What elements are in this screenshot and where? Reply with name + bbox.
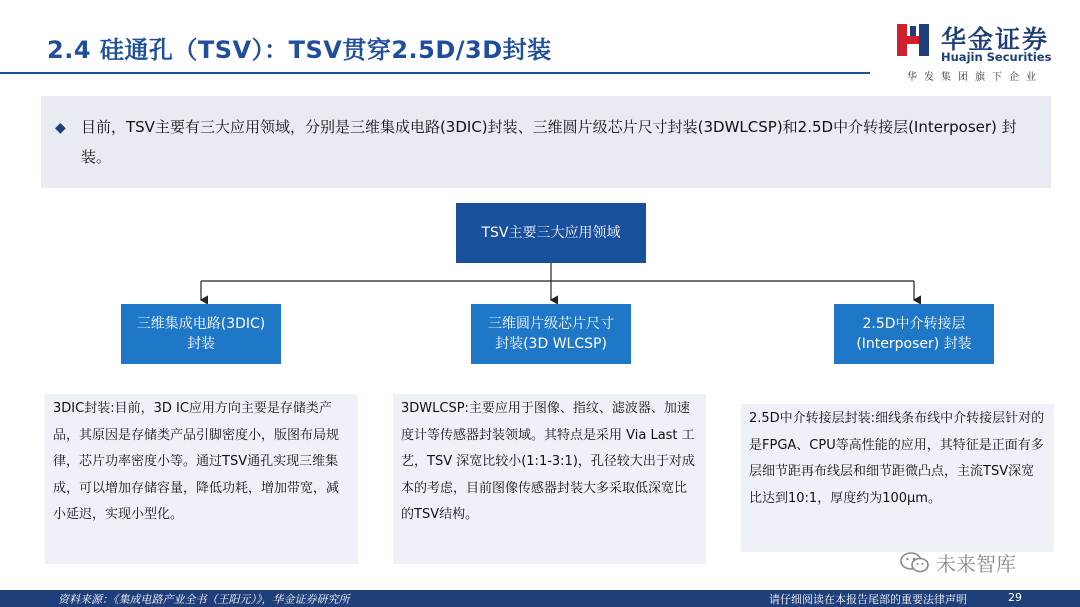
page-title: 2.4 硅通孔（TSV）：TSV贯穿2.5D/3D封装 [47,36,552,64]
root-node-label: TSV主要三大应用领域 [481,225,621,241]
footer-disclaimer: 请仔细阅读在本报告尾部的重要法律声明 [769,593,967,606]
branch-node-label-line1: 三维集成电路(3DIC) [136,316,266,332]
description-3dic: 3DIC封装:目前，3D IC应用方向主要是存储类产品，其原因是存储类产品引脚密度小，版图布局规律，芯片功率密度小等。通过TSV通孔实现三维集成，可以增加存储容量，降低功耗，增加带宽，减小延迟，实现小型化。 [45,394,358,564]
branch-node-interposer [834,304,994,364]
root-node [456,203,646,263]
branch-node-3dwlcsp [471,304,631,364]
logo-slogan: 华发集团旗下企业 [907,72,1043,83]
description-interposer: 2.5D中介转接层封装:细线条布线中介转接层针对的是FPGA、CPU等高性能的应用，其特征是正面有多层细节距再布线层和细节距微凸点，主流TSV深宽比达到10:1，厚度约为100μm。 [741,404,1054,552]
page-number: 29 [1008,591,1022,604]
branch-node-label-line1: 三维圆片级芯片尺寸 [488,316,614,332]
description-3dwlcsp: 3DWLCSP:主要应用于图像、指纹、滤波器、加速度计等传感器封装领域。其特点是采用 Via Last 工艺，TSV 深宽比较小(1:1-3:1)，孔径较大出于对成本的考虑，目前图像传感器封装大多采取低深宽比的TSV结构。 [393,394,706,564]
branch-node-label-line2: 封装 [187,336,215,352]
logo-english-name: Huajin Securities [941,50,1052,64]
watermark-text: 未来智库 [936,552,1016,576]
intro-text: 目前，TSV主要有三大应用领域，分别是三维集成电路(3DIC)封装、三维圆片级芯片尺寸封装(3DWLCSP)和2.5D中介转接层(Interposer) 封装。 [81,118,1017,166]
wechat-icon [900,552,930,574]
diamond-bullet-icon: ◆ [55,120,66,136]
branch-node-3dic [121,304,281,364]
branch-node-label-line1: 2.5D中介转接层 [862,316,966,332]
branch-node-label-line2: 封装(3D WLCSP) [495,336,607,352]
branch-node-label-line2: (Interposer) 封装 [856,336,972,352]
logo-chinese-name: 华金证券 [941,25,1050,54]
watermark [900,548,1016,577]
footer-source: 资料来源：《集成电路产业全书（王阳元）》，华金证券研究所 [58,593,350,606]
